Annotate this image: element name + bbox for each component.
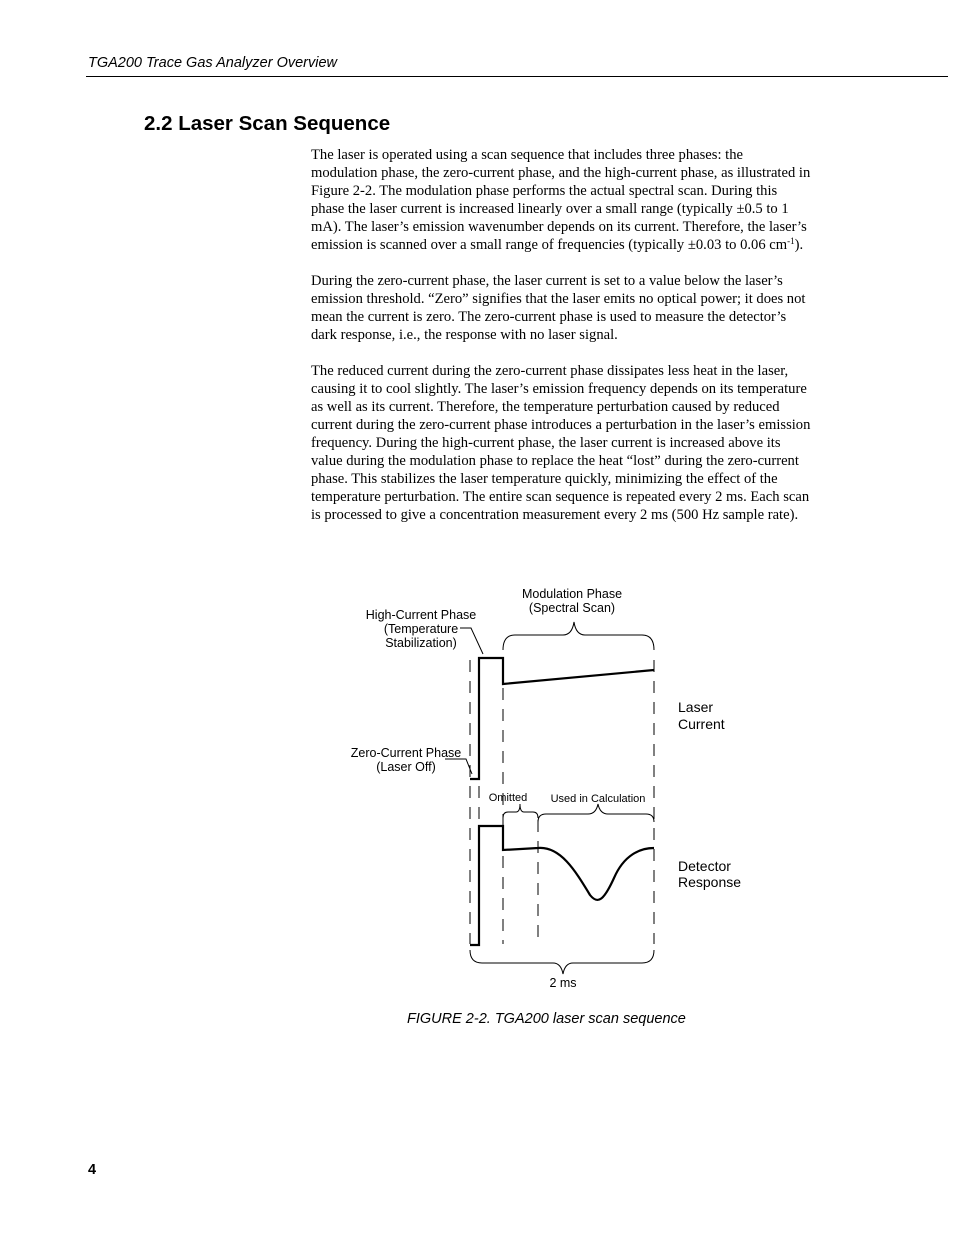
paragraph-1-tail: ). <box>794 237 804 253</box>
paragraph-3: The reduced current during the zero-current phase dissipates less heat in the laser, causing it to cool slightly. The laser’s emission frequency depends on its temperature as well as its current. Therefore, the temperature perturbation caused by reduced current during the zero-current phase introduces a perturbation in the laser’s emission frequency. During the high-current phase, the laser current is increased above its value during the modulation phase to replace the heat “lost” during the zero-current phase. This stabilizes the laser temperature quickly, minimizing the effect of the temperature perturbation. The entire scan sequence is repeated every 2 ms. Each scan is processed to give a concentration measurement every 2 ms (500 Hz sample rate). <box>311 363 811 523</box>
figure-caption: FIGURE 2-2. TGA200 laser scan sequence <box>407 1011 686 1027</box>
header-rule <box>86 76 948 77</box>
paragraph-2: During the zero-current phase, the laser current is set to a value below the laser’s emission threshold. “Zero” signifies that the laser emits no optical power; it does not mean the current is zero. The zero-current phase is used to measure the detector’s dark response, i.e., the response with no laser signal. <box>311 273 806 343</box>
detector-response-waveform <box>470 826 654 945</box>
high-current-label-3: Stabilization) <box>385 636 457 650</box>
duration-brace <box>470 950 654 974</box>
paragraph-1 <box>311 146 811 254</box>
page-number: 4 <box>88 1162 97 1178</box>
laser-current-label-1: Laser <box>678 699 714 715</box>
omitted-brace <box>503 804 538 818</box>
zero-current-label-2: (Laser Off) <box>376 760 436 774</box>
running-header: TGA200 Trace Gas Analyzer Overview <box>88 55 337 71</box>
high-current-leader <box>460 628 483 654</box>
laser-scan-diagram <box>330 580 810 1000</box>
paragraph-1-text: The laser is operated using a scan sequence that includes three phases: the modulation phase, the zero-current phase, and the high-current phase, as illustrated in Figure 2-2. The modulation phase performs the actual spectral scan. During this phase the laser current is increased linearly over a small range (typically ±0.5 to 1 mA). The laser’s emission wavenumber depends on its current. Therefore, the laser’s emission is scanned over a small range of frequencies (typically ±0.03 to 0.06 cm <box>311 147 811 253</box>
duration-label: 2 ms <box>549 976 577 990</box>
detector-response-label-1: Detector <box>678 858 731 874</box>
laser-scan-figure <box>330 580 810 1000</box>
zero-current-label-1: Zero-Current Phase <box>350 746 462 760</box>
used-brace <box>538 804 654 822</box>
high-current-label-2: (Temperature <box>383 622 459 636</box>
detector-response-label-2: Response <box>678 874 742 890</box>
laser-current-label-2: Current <box>678 716 725 732</box>
used-in-calculation-label: Used in Calculation <box>550 793 646 805</box>
modulation-brace <box>503 622 654 650</box>
high-current-label-1: High-Current Phase <box>365 608 477 622</box>
body-text <box>311 146 811 542</box>
laser-current-waveform <box>470 658 654 779</box>
modulation-phase-label-2: (Spectral Scan) <box>528 601 616 615</box>
section-title: 2.2 Laser Scan Sequence <box>144 112 391 135</box>
modulation-phase-label-1: Modulation Phase <box>521 587 623 601</box>
zero-current-leader <box>445 759 472 774</box>
omitted-label: Omitted <box>488 792 528 804</box>
superscript: -1 <box>787 236 795 246</box>
